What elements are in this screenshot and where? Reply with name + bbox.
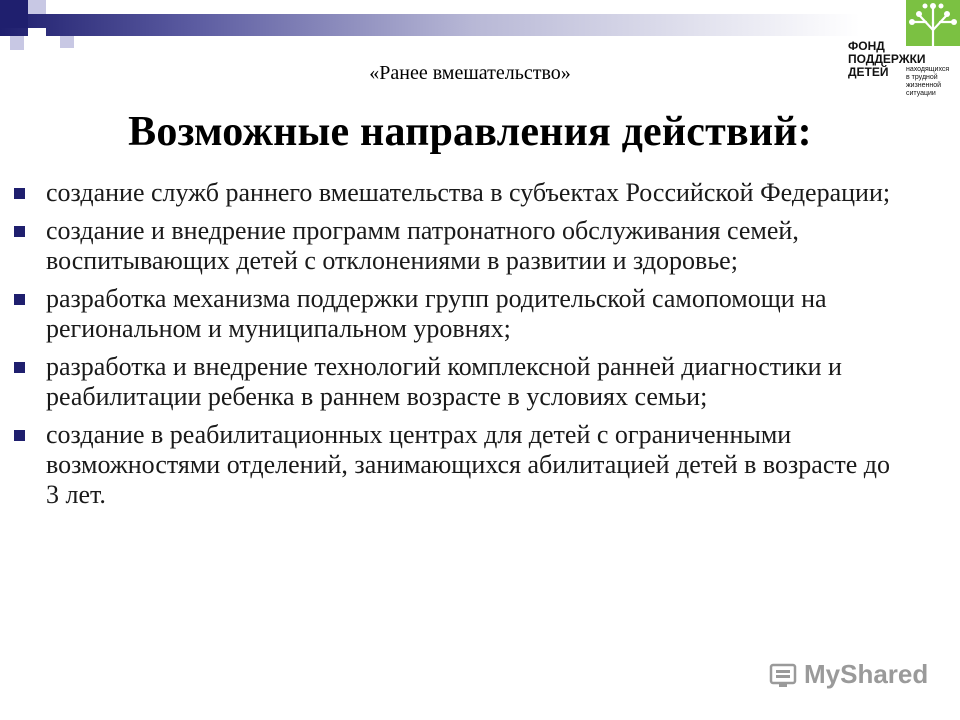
square-bullet-icon (14, 294, 25, 305)
bullet-text: создание служб раннего вмешательства в субъектах Российской Федерации; (46, 178, 891, 207)
list-item (14, 216, 894, 276)
watermark-text: MyShared (804, 658, 929, 689)
decor-square (28, 28, 46, 50)
slide-title: Возможные направления действий: (128, 109, 812, 155)
list-item (14, 284, 894, 344)
list-item (14, 178, 894, 208)
logo-caption: находящихся в трудной жизненной ситуации (906, 66, 950, 97)
decor-square (10, 36, 24, 50)
bullet-text: разработка механизма поддержки групп родительской самопомощи на региональном и муниципальном уровнях; (46, 284, 827, 343)
bullet-text: создание в реабилитационных центрах для детей с ограниченными возможностями отделений, занимающихся абилитацией детей в возрасте до 3 лет. (46, 420, 890, 509)
mortarboard-icon (768, 659, 798, 689)
bullet-list (14, 178, 894, 518)
square-bullet-icon (14, 362, 25, 373)
bullet-text: создание и внедрение программ патронатного обслуживания семей, воспитывающих детей с отклонениями в развитии и здоровье; (46, 216, 799, 275)
tree-icon (906, 0, 960, 46)
decor-square (28, 0, 46, 14)
square-bullet-icon (14, 188, 25, 199)
header-decoration (0, 0, 860, 52)
list-item (14, 420, 894, 510)
decor-square (60, 36, 74, 48)
square-bullet-icon (14, 226, 25, 237)
logo-title: ФОНД ПОДДЕРЖКИ ДЕТЕЙ (848, 39, 926, 79)
watermark (768, 656, 928, 692)
header-gradient-strip (0, 14, 860, 36)
bullet-text: разработка и внедрение технологий комплексной ранней диагностики и реабилитации ребенка в раннем возрасте в условиях семьи; (46, 352, 842, 411)
foundation-logo (846, 0, 960, 110)
list-item (14, 352, 894, 412)
decor-square (46, 0, 60, 14)
square-bullet-icon (14, 430, 25, 441)
slide-subtitle: «Ранее вмешательство» (369, 62, 571, 84)
decor-square (0, 0, 28, 28)
